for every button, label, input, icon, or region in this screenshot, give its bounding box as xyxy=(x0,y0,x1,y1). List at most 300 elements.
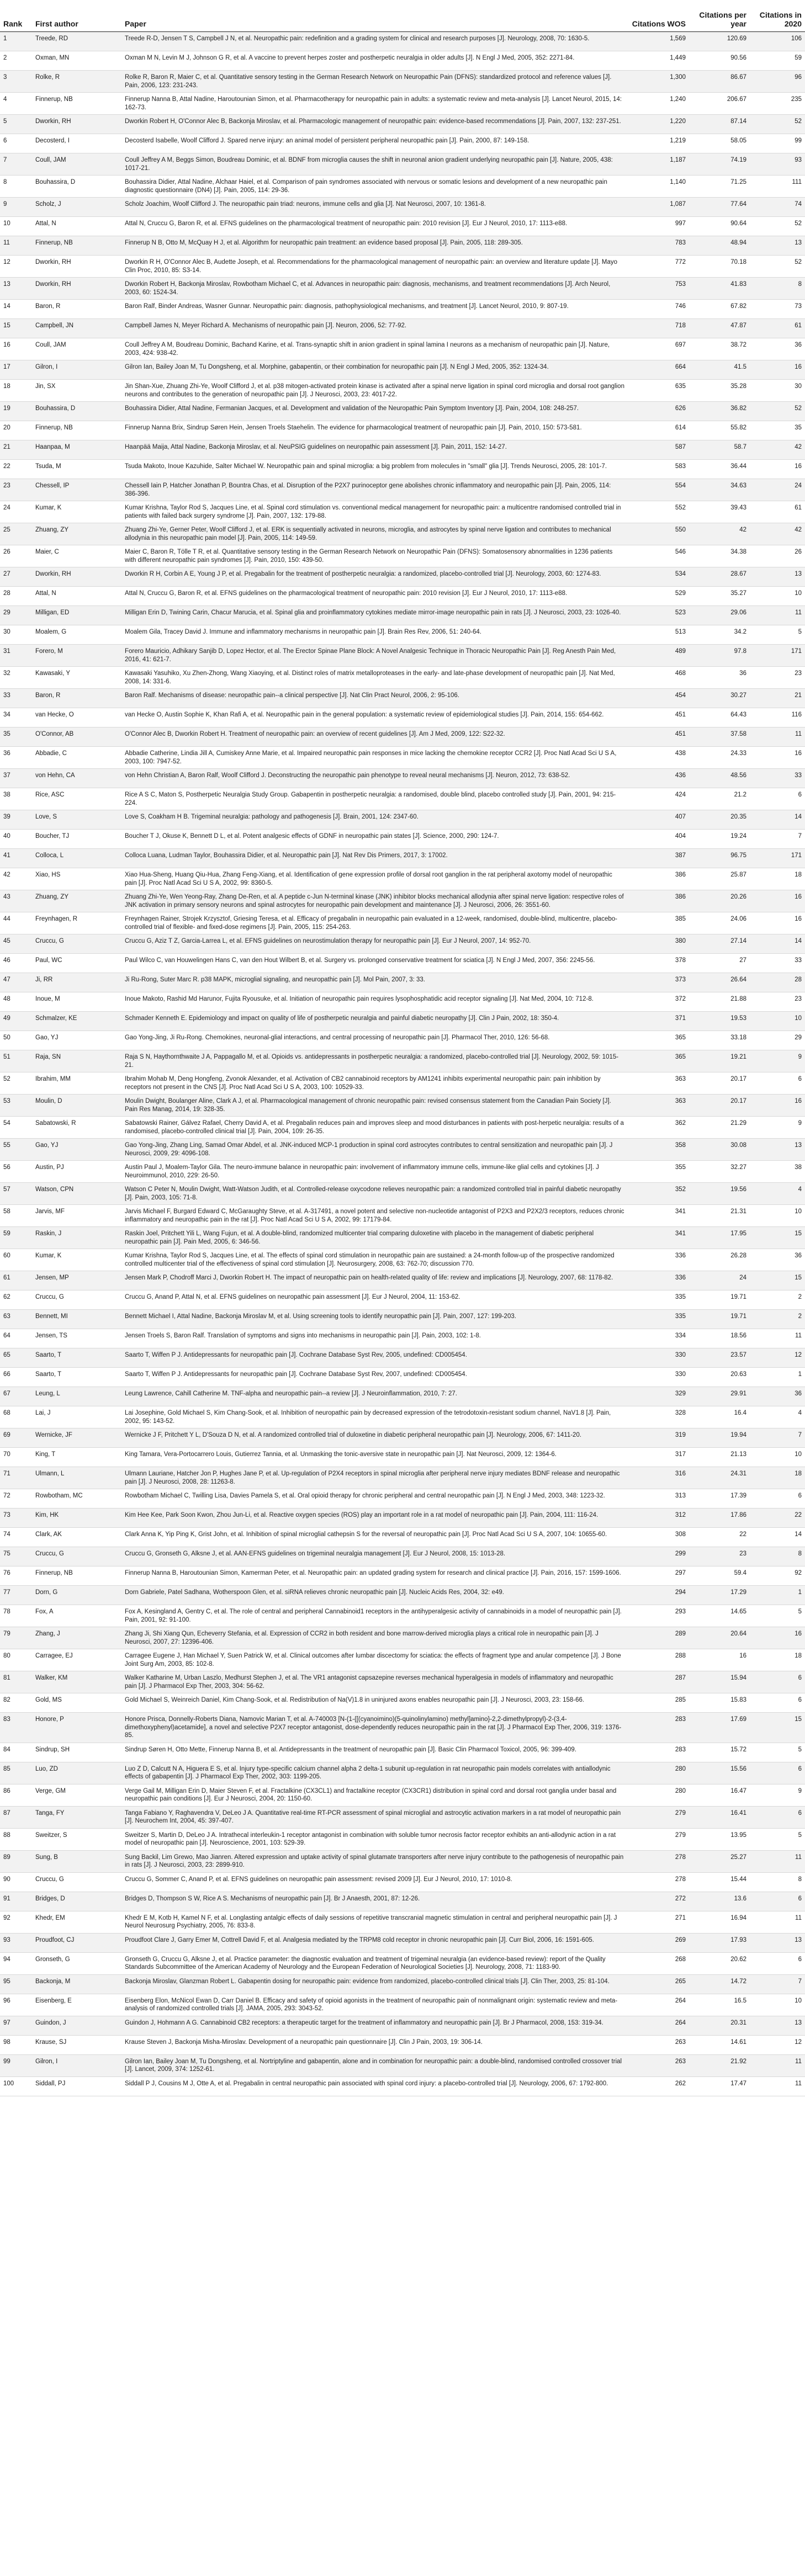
table-row xyxy=(0,1050,805,1072)
rank-cell: 58 xyxy=(0,1205,32,1227)
table-row xyxy=(0,1406,805,1428)
first-author-cell: Oxman, MN xyxy=(32,51,121,71)
table-row xyxy=(0,708,805,727)
first-author-cell: Tsuda, M xyxy=(32,460,121,479)
citations-2020-cell: 92 xyxy=(750,1566,805,1586)
citations-per-year-cell: 15.94 xyxy=(689,1671,750,1693)
table-row xyxy=(0,421,805,440)
table-header xyxy=(0,0,805,32)
citations-wos-cell: 316 xyxy=(628,1467,689,1489)
citations-per-year-cell: 90.56 xyxy=(689,51,750,71)
citations-per-year-cell: 30.27 xyxy=(689,689,750,708)
paper-cell: Dworkin R H, Corbin A E, Young J P, et al. Pregabalin for the treatment of postherpetic neuralgia: a randomized, placebo-controlled trial [J]. Neurology, 2003, 60: 1274-83. xyxy=(121,567,628,587)
paper-cell: Backonja Miroslav, Glanzman Robert L. Gabapentin dosing for neuropathic pain: evidence from randomized, placebo-controlled clinical trials [J]. Clin Ther, 2003, 25: 81-104. xyxy=(121,1974,628,1994)
citations-2020-cell: 11 xyxy=(750,2076,805,2096)
paper-cell: Dworkin Robert H, Backonja Miroslav, Rowbotham Michael C, et al. Advances in neuropathic pain: diagnosis, mechanisms, and treatment recommendations [J]. Arch Neurol, 2003, 60: 1524-34. xyxy=(121,278,628,300)
citations-wos-cell: 404 xyxy=(628,830,689,849)
citations-2020-cell: 14 xyxy=(750,810,805,830)
rank-cell: 26 xyxy=(0,545,32,567)
citations-wos-cell: 341 xyxy=(628,1227,689,1249)
paper-cell: Finnerup Nanna B, Attal Nadine, Haroutounian Simon, et al. Pharmacotherapy for neuropathic pain in adults: a systematic review and meta-analysis [J]. Lancet Neurol, 2015, 14: 162-73. xyxy=(121,93,628,115)
citations-per-year-cell: 25.87 xyxy=(689,868,750,890)
table-row xyxy=(0,1911,805,1933)
rank-cell: 64 xyxy=(0,1329,32,1348)
paper-cell: Gao Yong-Jing, Zhang Ling, Samad Omar Abdel, et al. JNK-induced MCP-1 production in spinal cord astrocytes contributes to central sensitization and neuropathic pain [J]. J Neurosci, 2009, 29: 4096-108. xyxy=(121,1139,628,1161)
header-citations-2020: Citations in 2020 xyxy=(750,0,805,32)
paper-cell: Watson C Peter N, Moulin Dwight, Watt-Watson Judith, et al. Controlled-release oxycodone relieves neuropathic pain: a randomized controlled trial in painful diabetic neuropathy [J]. Pain, 2003, 105: 71-8. xyxy=(121,1183,628,1205)
rank-cell: 28 xyxy=(0,587,32,606)
table-row xyxy=(0,236,805,256)
citations-wos-cell: 1,569 xyxy=(628,32,689,51)
table-row xyxy=(0,1227,805,1249)
table-row xyxy=(0,1310,805,1329)
citations-2020-cell: 171 xyxy=(750,849,805,868)
citations-per-year-cell: 21.2 xyxy=(689,788,750,810)
first-author-cell: Attal, N xyxy=(32,217,121,236)
citations-per-year-cell: 16.41 xyxy=(689,1806,750,1828)
citations-2020-cell: 14 xyxy=(750,1528,805,1547)
paper-cell: Eisenberg Elon, McNicol Ewan D, Carr Daniel B. Efficacy and safety of opioid agonists in the treatment of neuropathic pain of nonmalignant origin: systematic review and meta-analysis of randomized controlled trials [J]. JAMA, 2005, 293: 3043-52. xyxy=(121,1994,628,2016)
citations-wos-cell: 299 xyxy=(628,1547,689,1566)
table-row xyxy=(0,319,805,338)
citations-per-year-cell: 35.27 xyxy=(689,587,750,606)
first-author-cell: Jensen, TS xyxy=(32,1329,121,1348)
rank-cell: 85 xyxy=(0,1762,32,1784)
citations-per-year-cell: 33.18 xyxy=(689,1031,750,1050)
rank-cell: 73 xyxy=(0,1509,32,1528)
paper-cell: Forero Mauricio, Adhikary Sanjib D, Lopez Hector, et al. The Erector Spinae Plane Block: A Novel Analgesic Technique in Thoracic Neuropathic Pain [J]. Reg Anesth Pain Med, 2016, 41: 621-7. xyxy=(121,645,628,667)
first-author-cell: Raskin, J xyxy=(32,1227,121,1249)
paper-cell: Love S, Coakham H B. Trigeminal neuralgia: pathology and pathogenesis [J]. Brain, 2001, 124: 2347-60. xyxy=(121,810,628,830)
table-row xyxy=(0,973,805,992)
rank-cell: 71 xyxy=(0,1467,32,1489)
first-author-cell: Eisenberg, E xyxy=(32,1994,121,2016)
citations-2020-cell: 21 xyxy=(750,689,805,708)
citations-wos-cell: 614 xyxy=(628,421,689,440)
citations-per-year-cell: 17.93 xyxy=(689,1933,750,1952)
paper-cell: Baron Ralf. Mechanisms of disease: neuropathic pain--a clinical perspective [J]. Nat Clin Pract Neurol, 2006, 2: 95-106. xyxy=(121,689,628,708)
first-author-cell: Bennett, MI xyxy=(32,1310,121,1329)
paper-cell: Inoue Makoto, Rashid Md Harunor, Fujita Ryousuke, et al. Initiation of neuropathic pain requires lysophosphatidic acid receptor signaling [J]. Nat Med, 2004, 10: 712-8. xyxy=(121,992,628,1012)
first-author-cell: Khedr, EM xyxy=(32,1911,121,1933)
rank-cell: 25 xyxy=(0,523,32,545)
rank-cell: 42 xyxy=(0,868,32,890)
citations-wos-cell: 664 xyxy=(628,360,689,380)
first-author-cell: Cruccu, G xyxy=(32,1290,121,1310)
citations-wos-cell: 746 xyxy=(628,300,689,319)
citations-wos-cell: 552 xyxy=(628,501,689,523)
rank-cell: 97 xyxy=(0,2016,32,2035)
citations-wos-cell: 293 xyxy=(628,1605,689,1627)
citations-per-year-cell: 32.27 xyxy=(689,1161,750,1183)
paper-cell: Sabatowski Rainer, Gálvez Rafael, Cherry David A, et al. Pregabalin reduces pain and improves sleep and mood disturbances in patients with post-herpetic neuralgia: results of a randomised, placebo-controlled clinical trial [J]. Pain, 2004, 109: 26-35. xyxy=(121,1117,628,1139)
paper-cell: Moulin Dwight, Boulanger Aline, Clark A J, et al. Pharmacological management of chronic neuropathic pain: revised consensus statement from the Canadian Pain Society [J]. Pain Res Manag, 2014, 19: 328-35. xyxy=(121,1095,628,1117)
paper-cell: Saarto T, Wiffen P J. Antidepressants for neuropathic pain [J]. Cochrane Database Syst Rev, 2007, undefined: CD005454. xyxy=(121,1368,628,1387)
first-author-cell: Finnerup, NB xyxy=(32,93,121,115)
table-body xyxy=(0,32,805,2096)
rank-cell: 92 xyxy=(0,1911,32,1933)
first-author-cell: Decosterd, I xyxy=(32,134,121,153)
rank-cell: 12 xyxy=(0,256,32,278)
first-author-cell: Raja, SN xyxy=(32,1050,121,1072)
rank-cell: 94 xyxy=(0,1952,32,1974)
first-author-cell: O'Connor, AB xyxy=(32,727,121,747)
citations-wos-cell: 262 xyxy=(628,2076,689,2096)
rank-cell: 78 xyxy=(0,1605,32,1627)
citations-wos-cell: 334 xyxy=(628,1329,689,1348)
citations-wos-cell: 319 xyxy=(628,1428,689,1448)
citations-per-year-cell: 36 xyxy=(689,667,750,689)
citations-wos-cell: 362 xyxy=(628,1117,689,1139)
rank-cell: 88 xyxy=(0,1828,32,1850)
citations-per-year-cell: 20.17 xyxy=(689,1095,750,1117)
rank-cell: 66 xyxy=(0,1368,32,1387)
citations-per-year-cell: 74.19 xyxy=(689,153,750,176)
citations-2020-cell: 4 xyxy=(750,1406,805,1428)
citations-2020-cell: 5 xyxy=(750,1828,805,1850)
citations-per-year-cell: 16.94 xyxy=(689,1911,750,1933)
paper-cell: Raskin Joel, Pritchett Yili L, Wang Fujun, et al. A double-blind, randomized multicenter trial comparing duloxetine with placebo in the management of diabetic peripheral neuropathic pain [J]. Pain Med, 2005, 6: 346-56. xyxy=(121,1227,628,1249)
table-row xyxy=(0,868,805,890)
citations-per-year-cell: 17.69 xyxy=(689,1713,750,1743)
table-row xyxy=(0,830,805,849)
citations-wos-cell: 269 xyxy=(628,1933,689,1952)
rank-cell: 95 xyxy=(0,1974,32,1994)
citations-2020-cell: 106 xyxy=(750,32,805,51)
table-row xyxy=(0,667,805,689)
first-author-cell: Scholz, J xyxy=(32,198,121,217)
citations-2020-cell: 4 xyxy=(750,1183,805,1205)
citations-wos-cell: 355 xyxy=(628,1161,689,1183)
table-row xyxy=(0,153,805,176)
table-row xyxy=(0,501,805,523)
citations-wos-cell: 365 xyxy=(628,1031,689,1050)
first-author-cell: Gilron, I xyxy=(32,360,121,380)
citations-per-year-cell: 13.6 xyxy=(689,1892,750,1911)
first-author-cell: Inoue, M xyxy=(32,992,121,1012)
rank-cell: 89 xyxy=(0,1850,32,1872)
table-row xyxy=(0,1368,805,1387)
first-author-cell: Schmalzer, KE xyxy=(32,1012,121,1031)
first-author-cell: Lai, J xyxy=(32,1406,121,1428)
citations-2020-cell: 22 xyxy=(750,1509,805,1528)
first-author-cell: Saarto, T xyxy=(32,1368,121,1387)
table-row xyxy=(0,545,805,567)
rank-cell: 20 xyxy=(0,421,32,440)
table-row xyxy=(0,32,805,51)
citations-wos-cell: 278 xyxy=(628,1850,689,1872)
first-author-cell: Cruccu, G xyxy=(32,934,121,954)
citations-wos-cell: 546 xyxy=(628,545,689,567)
citations-per-year-cell: 17.29 xyxy=(689,1586,750,1605)
rank-cell: 33 xyxy=(0,689,32,708)
table-row xyxy=(0,1627,805,1649)
citations-2020-cell: 23 xyxy=(750,992,805,1012)
rank-cell: 34 xyxy=(0,708,32,727)
rank-cell: 83 xyxy=(0,1713,32,1743)
citations-2020-cell: 16 xyxy=(750,1095,805,1117)
citations-wos-cell: 264 xyxy=(628,1994,689,2016)
rank-cell: 49 xyxy=(0,1012,32,1031)
paper-cell: Gilron Ian, Bailey Joan M, Tu Dongsheng, et al. Nortriptyline and gabapentin, alone and in combination for neuropathic pain: a double-blind, randomised controlled crossover trial [J]. Lancet, 2009, 374: 1252-61. xyxy=(121,2054,628,2076)
rank-cell: 75 xyxy=(0,1547,32,1566)
first-author-cell: Coull, JAM xyxy=(32,153,121,176)
first-author-cell: Gilron, I xyxy=(32,2054,121,2076)
paper-cell: Tsuda Makoto, Inoue Kazuhide, Salter Michael W. Neuropathic pain and spinal microglia: a big problem from molecules in "small" glia [J]. Trends Neurosci, 2005, 28: 101-7. xyxy=(121,460,628,479)
table-row xyxy=(0,1784,805,1806)
paper-cell: Scholz Joachim, Woolf Clifford J. The neuropathic pain triad: neurons, immune cells and glia [J]. Nat Neurosci, 2007, 10: 1361-8. xyxy=(121,198,628,217)
table-row xyxy=(0,810,805,830)
table-row xyxy=(0,954,805,973)
citations-wos-cell: 1,087 xyxy=(628,198,689,217)
citations-2020-cell: 30 xyxy=(750,380,805,402)
rank-cell: 80 xyxy=(0,1649,32,1671)
table-row xyxy=(0,1072,805,1095)
table-row xyxy=(0,338,805,360)
rank-cell: 60 xyxy=(0,1249,32,1271)
table-row xyxy=(0,912,805,934)
first-author-cell: Sweitzer, S xyxy=(32,1828,121,1850)
first-author-cell: Tanga, FY xyxy=(32,1806,121,1828)
citations-per-year-cell: 67.82 xyxy=(689,300,750,319)
citations-wos-cell: 313 xyxy=(628,1489,689,1509)
paper-cell: Freynhagen Rainer, Strojek Krzysztof, Griesing Teresa, et al. Efficacy of pregabalin in neuropathic pain evaluated in a 12-week, randomised, double-blind, multicentre, placebo-controlled trial of flexible- and fixed-dose regimens [J]. Pain, 2005, 115: 254-263. xyxy=(121,912,628,934)
table-row xyxy=(0,1892,805,1911)
table-row xyxy=(0,1387,805,1406)
paper-cell: van Hecke O, Austin Sophie K, Khan Rafi A, et al. Neuropathic pain in the general population: a systematic review of epidemiological studies [J]. Pain, 2014, 155: 654-662. xyxy=(121,708,628,727)
first-author-cell: Gao, YJ xyxy=(32,1031,121,1050)
citations-per-year-cell: 20.26 xyxy=(689,890,750,912)
paper-cell: Kumar Krishna, Taylor Rod S, Jacques Line, et al. Spinal cord stimulation vs. conventional medical management for neuropathic pain: a multicentre randomised controlled trial in patients with failed back surgery syndrome [J]. Pain, 2007, 132: 179-88. xyxy=(121,501,628,523)
citations-2020-cell: 8 xyxy=(750,1547,805,1566)
first-author-cell: Sung, B xyxy=(32,1850,121,1872)
table-row xyxy=(0,479,805,501)
first-author-cell: Moulin, D xyxy=(32,1095,121,1117)
table-row xyxy=(0,1448,805,1467)
citations-per-year-cell: 23.57 xyxy=(689,1348,750,1368)
citations-per-year-cell: 48.56 xyxy=(689,769,750,788)
citations-per-year-cell: 29.91 xyxy=(689,1387,750,1406)
citations-2020-cell: 18 xyxy=(750,868,805,890)
rank-cell: 96 xyxy=(0,1994,32,2016)
first-author-cell: Boucher, TJ xyxy=(32,830,121,849)
first-author-cell: Wernicke, JF xyxy=(32,1428,121,1448)
rank-cell: 65 xyxy=(0,1348,32,1368)
rank-cell: 37 xyxy=(0,769,32,788)
rank-cell: 55 xyxy=(0,1139,32,1161)
citations-2020-cell: 8 xyxy=(750,278,805,300)
paper-cell: Kim Hee Kee, Park Soon Kwon, Zhou Jun-Li, et al. Reactive oxygen species (ROS) play an important role in a rat model of neuropathic pain [J]. Pain, 2004, 111: 116-24. xyxy=(121,1509,628,1528)
paper-cell: Krause Steven J, Backonja Misha-Miroslav. Development of a neuropathic pain questionnaire [J]. Clin J Pain, 2003, 19: 306-14. xyxy=(121,2035,628,2054)
paper-cell: Bouhassira Didier, Attal Nadine, Fermanian Jacques, et al. Development and validation of the Neuropathic Pain Symptom Inventory [J]. Pain, 2004, 108: 248-257. xyxy=(121,402,628,421)
citations-per-year-cell: 21.92 xyxy=(689,2054,750,2076)
table-row xyxy=(0,769,805,788)
citations-per-year-cell: 30.08 xyxy=(689,1139,750,1161)
rank-cell: 84 xyxy=(0,1743,32,1762)
citations-wos-cell: 454 xyxy=(628,689,689,708)
citations-wos-cell: 697 xyxy=(628,338,689,360)
table-row xyxy=(0,300,805,319)
citations-per-year-cell: 13.95 xyxy=(689,1828,750,1850)
citations-2020-cell: 6 xyxy=(750,788,805,810)
citations-2020-cell: 73 xyxy=(750,300,805,319)
first-author-cell: Leung, L xyxy=(32,1387,121,1406)
citations-wos-cell: 1,220 xyxy=(628,115,689,134)
citations-per-year-cell: 96.75 xyxy=(689,849,750,868)
paper-cell: Fox A, Kesingland A, Gentry C, et al. The role of central and peripheral Cannabinoid1 receptors in the antihyperalgesic activity of cannabinoids in a model of neuropathic pain [J]. Pain, 2001, 92: 91-100. xyxy=(121,1605,628,1627)
paper-cell: Decosterd Isabelle, Woolf Clifford J. Spared nerve injury: an animal model of persistent peripheral neuropathic pain [J]. Pain, 2000, 87: 149-158. xyxy=(121,134,628,153)
citations-wos-cell: 523 xyxy=(628,606,689,625)
first-author-cell: Gao, YJ xyxy=(32,1139,121,1161)
paper-cell: Zhuang Zhi-Ye, Gerner Peter, Woolf Clifford J, et al. ERK is sequentially activated in neurons, microglia, and astrocytes by spinal nerve ligation and contributes to mechanical allodynia in this neuropathic pain model [J]. Pain, 2005, 114: 149-59. xyxy=(121,523,628,545)
first-author-cell: Kumar, K xyxy=(32,501,121,523)
citations-2020-cell: 5 xyxy=(750,1743,805,1762)
first-author-cell: Love, S xyxy=(32,810,121,830)
first-author-cell: Dworkin, RH xyxy=(32,115,121,134)
citations-per-year-cell: 15.56 xyxy=(689,1762,750,1784)
citations-2020-cell: 6 xyxy=(750,1489,805,1509)
citations-2020-cell: 13 xyxy=(750,2016,805,2035)
citations-2020-cell: 14 xyxy=(750,934,805,954)
citations-per-year-cell: 18.56 xyxy=(689,1329,750,1348)
citations-2020-cell: 16 xyxy=(750,460,805,479)
citations-wos-cell: 997 xyxy=(628,217,689,236)
citations-wos-cell: 288 xyxy=(628,1649,689,1671)
first-author-cell: Walker, KM xyxy=(32,1671,121,1693)
citations-wos-cell: 371 xyxy=(628,1012,689,1031)
citations-wos-cell: 380 xyxy=(628,934,689,954)
citations-wos-cell: 358 xyxy=(628,1139,689,1161)
citations-2020-cell: 36 xyxy=(750,338,805,360)
rank-cell: 54 xyxy=(0,1117,32,1139)
table-row xyxy=(0,1012,805,1031)
paper-cell: Finnerup Nanna Brix, Sindrup Søren Hein, Jensen Troels Staehelin. The evidence for pharmacological treatment of neuropathic pain [J]. Pain, 2010, 150: 573-581. xyxy=(121,421,628,440)
rank-cell: 31 xyxy=(0,645,32,667)
first-author-cell: Jarvis, MF xyxy=(32,1205,121,1227)
table-row xyxy=(0,1850,805,1872)
first-author-cell: Zhang, J xyxy=(32,1627,121,1649)
citations-wos-cell: 265 xyxy=(628,1974,689,1994)
rank-cell: 79 xyxy=(0,1627,32,1649)
table-row xyxy=(0,402,805,421)
first-author-cell: Baron, R xyxy=(32,689,121,708)
paper-cell: Schmader Kenneth E. Epidemiology and impact on quality of life of postherpetic neuralgia and painful diabetic neuropathy [J]. Clin J Pain, 2002, 18: 350-4. xyxy=(121,1012,628,1031)
citations-wos-cell: 386 xyxy=(628,890,689,912)
citations-2020-cell: 9 xyxy=(750,1117,805,1139)
citations-per-year-cell: 19.21 xyxy=(689,1050,750,1072)
rank-cell: 6 xyxy=(0,134,32,153)
first-author-cell: Watson, CPN xyxy=(32,1183,121,1205)
paper-cell: Khedr E M, Kotb H, Kamel N F, et al. Longlasting antalgic effects of daily sessions of repetitive transcranial magnetic stimulation in central and peripheral neuropathic pain [J]. J Neurol Neurosurg Psychiatry, 2005, 76: 833-8. xyxy=(121,1911,628,1933)
paper-cell: Walker Katharine M, Urban Laszlo, Medhurst Stephen J, et al. The VR1 antagonist capsazepine reverses mechanical hyperalgesia in models of inflammatory and neuropathic pain [J]. J Pharmacol Exp Ther, 2003, 304: 56-62. xyxy=(121,1671,628,1693)
rank-cell: 68 xyxy=(0,1406,32,1428)
rank-cell: 27 xyxy=(0,567,32,587)
table-row xyxy=(0,1117,805,1139)
table-row xyxy=(0,934,805,954)
rank-cell: 9 xyxy=(0,198,32,217)
citations-2020-cell: 6 xyxy=(750,1671,805,1693)
table-row xyxy=(0,176,805,198)
first-author-cell: Finnerup, NB xyxy=(32,421,121,440)
rank-cell: 46 xyxy=(0,954,32,973)
rank-cell: 36 xyxy=(0,747,32,769)
citations-per-year-cell: 24.33 xyxy=(689,747,750,769)
citations-wos-cell: 534 xyxy=(628,567,689,587)
citations-per-year-cell: 15.44 xyxy=(689,1872,750,1892)
paper-cell: Verge Gail M, Milligan Erin D, Maier Steven F, et al. Fractalkine (CX3CL1) and fractalkine receptor (CX3CR1) distribution in spinal cord and dorsal root ganglia under basal and neuropathic pain conditions [J]. Eur J Neurosci, 2004, 20: 1150-60. xyxy=(121,1784,628,1806)
citations-wos-cell: 587 xyxy=(628,440,689,460)
table-row xyxy=(0,849,805,868)
citations-wos-cell: 635 xyxy=(628,380,689,402)
citations-2020-cell: 1 xyxy=(750,1368,805,1387)
table-row xyxy=(0,625,805,645)
citations-per-year-cell: 59.4 xyxy=(689,1566,750,1586)
table-row xyxy=(0,1762,805,1784)
paper-cell: Maier C, Baron R, Tölle T R, et al. Quantitative sensory testing in the German Research Network on Neuropathic Pain (DFNS): Somatosensory abnormalities in 1236 patients with different neuropathic pain syndromes [J]. Pain, 2010, 150: 439-50. xyxy=(121,545,628,567)
table-row xyxy=(0,93,805,115)
table-row xyxy=(0,115,805,134)
citations-wos-cell: 372 xyxy=(628,992,689,1012)
paper-cell: Dworkin Robert H, O'Connor Alec B, Backonja Miroslav, et al. Pharmacologic management of neuropathic pain: evidence-based recommendations [J]. Pain, 2007, 132: 237-251. xyxy=(121,115,628,134)
citations-per-year-cell: 26.28 xyxy=(689,1249,750,1271)
citations-wos-cell: 424 xyxy=(628,788,689,810)
citations-wos-cell: 438 xyxy=(628,747,689,769)
table-row xyxy=(0,1528,805,1547)
table-row xyxy=(0,1671,805,1693)
paper-cell: Sung Backil, Lim Grewo, Mao Jianren. Altered expression and uptake activity of spinal glutamate transporters after nerve injury contribute to the pathogenesis of neuropathic pain in rats [J]. J Neurosci, 2003, 23: 2899-910. xyxy=(121,1850,628,1872)
first-author-cell: Rowbotham, MC xyxy=(32,1489,121,1509)
citations-wos-cell: 529 xyxy=(628,587,689,606)
rank-cell: 52 xyxy=(0,1072,32,1095)
first-author-cell: Finnerup, NB xyxy=(32,1566,121,1586)
citations-per-year-cell: 14.72 xyxy=(689,1974,750,1994)
citations-per-year-cell: 17.95 xyxy=(689,1227,750,1249)
citations-wos-cell: 264 xyxy=(628,2016,689,2035)
first-author-cell: Maier, C xyxy=(32,545,121,567)
citations-2020-cell: 18 xyxy=(750,1467,805,1489)
citations-2020-cell: 7 xyxy=(750,1428,805,1448)
first-author-cell: Zhuang, ZY xyxy=(32,523,121,545)
first-author-cell: Austin, PJ xyxy=(32,1161,121,1183)
header-citations-per-year: Citations per year xyxy=(689,0,750,32)
citations-wos-cell: 329 xyxy=(628,1387,689,1406)
citations-2020-cell: 36 xyxy=(750,1387,805,1406)
rank-cell: 2 xyxy=(0,51,32,71)
citations-wos-cell: 297 xyxy=(628,1566,689,1586)
rank-cell: 18 xyxy=(0,380,32,402)
citations-wos-cell: 772 xyxy=(628,256,689,278)
table-row xyxy=(0,1547,805,1566)
citations-per-year-cell: 21.31 xyxy=(689,1205,750,1227)
citations-per-year-cell: 21.13 xyxy=(689,1448,750,1467)
citations-wos-cell: 583 xyxy=(628,460,689,479)
paper-cell: Kumar Krishna, Taylor Rod S, Jacques Line, et al. The effects of spinal cord stimulation in neuropathic pain are sustained: a 24-month follow-up of the prospective randomized controlled multicenter trial of the effectiveness of spinal cord stimulation [J]. Neurosurgery, 2008, 63: 762-70; discussion 770. xyxy=(121,1249,628,1271)
rank-cell: 7 xyxy=(0,153,32,176)
table-row xyxy=(0,747,805,769)
rank-cell: 82 xyxy=(0,1693,32,1713)
header-paper: Paper xyxy=(121,0,628,32)
citations-per-year-cell: 16.5 xyxy=(689,1994,750,2016)
rank-cell: 23 xyxy=(0,479,32,501)
citations-per-year-cell: 17.86 xyxy=(689,1509,750,1528)
citations-per-year-cell: 120.69 xyxy=(689,32,750,51)
citations-wos-cell: 294 xyxy=(628,1586,689,1605)
first-author-cell: Gronseth, G xyxy=(32,1952,121,1974)
citations-2020-cell: 11 xyxy=(750,606,805,625)
citations-wos-cell: 753 xyxy=(628,278,689,300)
table-row xyxy=(0,567,805,587)
citations-wos-cell: 283 xyxy=(628,1713,689,1743)
